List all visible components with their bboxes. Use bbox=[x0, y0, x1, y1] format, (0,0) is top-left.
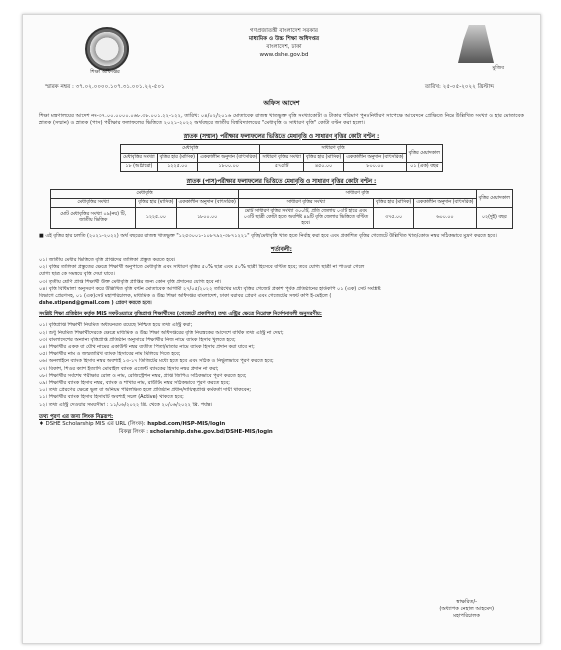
document-title: অফিস আদেশ bbox=[263, 99, 300, 107]
table1-duration-header: বৃত্তির মেয়াদকাল bbox=[406, 145, 442, 163]
reference-line bbox=[29, 83, 534, 95]
table2-r1: মোট মেধাবৃত্তির সংখ্যা ০৯(নয়) টি, জাতীয় ভিত্তিক bbox=[51, 208, 136, 229]
list-item: ০৭। বিকাশ, শিওর ক্যাশ ইত্যাদি মোবাইল ব্যাংক এজেন্ট ব্যাংকের হিসাব নম্বর প্রদান না করা; bbox=[39, 365, 219, 372]
list-item: ০১। জাতীয় মেধার ভিত্তিতে বৃত্তি প্রাপ্তদের তালিকা প্রস্তুত করতে হবে। bbox=[39, 257, 176, 263]
table1-r4: ৫৭৫টি bbox=[260, 163, 304, 172]
list-item: ০৮। শিক্ষার্থীর সর্বশেষ পরীক্ষার রোল ও নাম, রেজিস্ট্রেশন নম্বর, প্রাপ্ত জিপিএ সঠিকভাবে পূরণ করতে হবে; bbox=[39, 372, 247, 379]
table1-h2: বৃত্তির হার (মাসিক) bbox=[157, 154, 197, 163]
letterhead bbox=[29, 21, 534, 83]
conditions-title: শর্তাবলী: bbox=[271, 247, 292, 253]
government-seal-icon bbox=[85, 27, 129, 71]
table1-r3: ১৮০০.০০ bbox=[198, 163, 260, 172]
list-item: যোগ্য ছাত্র কে সমন্বয়ে বৃত্তি দেয়া যাবে। bbox=[39, 271, 115, 278]
budget-note: ■ এই বৃত্তির হার চলতি (২০২১-২০২২) অর্থ বছরের রাজস্ব খাতভুক্ত "১২৫৩০০১-১০৮৭৯২-৩৮৭১২২১" বৃত্তি/মেধাবৃত্তি খাত হতে নির্বাহ করা হবে এবং প্রকাশিত বৃত্তির গেজেটে উল্লিখিত খাত/কোড নম্বর সঠিকভাবে মুদ্রণ করতে হবে। bbox=[39, 233, 497, 239]
table1-group-merit: মেধাবৃত্তি bbox=[121, 145, 260, 154]
table2-group-general: সাধারণ বৃত্তি bbox=[238, 190, 476, 199]
table1-r1: ১৮ (আঠারো) bbox=[121, 163, 158, 172]
table1-group-general: সাধারণ বৃত্তি bbox=[260, 145, 406, 154]
gov-name: গণপ্রজাতন্ত্রী বাংলাদেশ সরকার bbox=[250, 28, 318, 34]
table2-r5: ৩৭৫.০০ bbox=[373, 208, 413, 229]
intro-paragraph: শিক্ষা মন্ত্রণালয়ের আদেশ নং-৩৭.০০.০০০০.০৬৮.৩৮.০০১.২২-১২২, তারিখ: ০৪/০২/২০১৬ মোতাবেক রাজস্ব খাতভুক্ত বৃত্তি সংখ্যাকোটা ও টাকার পরিমাণ পুনঃনির্ধারণ সাপেক্ষে আবেদনে প্রেক্ষিতে নিম্নে উল্লিখিত সংখ্যা ও হার মোতাবেক স্নাতক (সম্মান) ও স্নাতক (পাস) পরীক্ষার ফলাফলের ভিত্তিতে ২০২১-২০২২ অর্থবছরে জাতীয় বিশ্ববিদ্যালয়ের "মেধাবৃত্তি ও সাধারণ বৃত্তি" কোটা বণ্টন করা হলো। bbox=[39, 113, 524, 126]
links-title: তথ্য পূরণ এর জন্য লিংক নিম্নরূপ: bbox=[39, 413, 114, 420]
portrait-icon bbox=[458, 25, 494, 63]
letterhead-text bbox=[179, 27, 389, 59]
table2-h3: এককালীন অনুদান (বাৎসরিক) bbox=[176, 199, 238, 208]
table1-h4: সাধারণ বৃত্তির সংখ্যা bbox=[260, 154, 304, 163]
list-item: ০২। শুধু নিয়মিত শিক্ষার্থীদেরকে ক্ষেত্রে মাধ্যমিক ও উচ্চ শিক্ষা অধিদপ্তরের বৃত্তি নিয়ন্ত্রকের আদেশে বার্ষিক তথ্য এন্ট্রি না দেয়া; bbox=[39, 329, 284, 336]
table2-r6: ৬০০.০০ bbox=[414, 208, 476, 229]
table1-caption: স্নাতক (সম্মান) পরীক্ষার ফলাফলের ভিত্তিতে মেধাবৃত্তি ও সাধারণ বৃত্তির কোটা বণ্টন : bbox=[183, 134, 380, 140]
seal-caption: শিক্ষা অধিদপ্তর bbox=[90, 69, 120, 75]
conditions-list bbox=[39, 257, 524, 307]
table2-r3: ১৮০০.০০ bbox=[176, 208, 238, 229]
mis-instructions-list bbox=[39, 322, 524, 408]
list-item: ০৫। শিক্ষার্থীর নাম ও জন্মতারিখ ব্যাংক হিসাবের নাম মিলিয়ে দিতে হবে; bbox=[39, 351, 181, 358]
table2-h6: এককালীন অনুদান (বাৎসরিক) bbox=[414, 199, 476, 208]
honours-quota-table bbox=[120, 144, 443, 172]
memo-number: স্মারক নম্বর : ৩৭.০২.০০০০.১০৭.৩১.০০১.২২-৫০১ bbox=[45, 84, 165, 90]
list-item: ০৪। বৃত্তি বিধিমালা অনুসরণ করে উল্লিখিত বৃত্তি বণ্টন মোতাবেক আগামী ২৭/০৫/২০২২ তারিখের মধ্যে বৃত্তির গেজেট প্রকাশ পূর্বক প্রতিষ্ঠানের হার্ডকপি ০১ (এক) সেট সংশ্লিষ্ট bbox=[39, 285, 381, 292]
links-section bbox=[39, 414, 524, 437]
table1-h6: এককালীন অনুদান (বাৎসরিক) bbox=[344, 154, 406, 163]
signature-block bbox=[439, 599, 494, 620]
document-sheet bbox=[29, 21, 534, 637]
table1-r2: ১২২৫.০০ bbox=[157, 163, 197, 172]
list-item: বিভাগে প্রেরণসহ, ০১ (এক)সেট মহাপরিচালক, মাধ্যমিক ও উচ্চ শিক্ষা অধিদপ্তর বাংলাদেশ, ঢাকা বরাবর প্রেরণ এবং গেজেটের সফট কপি ই-মেইলে ( bbox=[39, 293, 332, 300]
table2-h1: মেধাবৃত্তির সংখ্যা bbox=[51, 199, 136, 208]
table2-h4: সাধারণ বৃত্তির সংখ্যা bbox=[238, 199, 373, 208]
table2-r4: মোট সাধারণ বৃত্তির সংখ্যা ৩০০টি, প্রতি জেলায় ০৩টি হারে এবং ০৩টি ছাত্রী কোটা হতে অবশিষ্ট ৪৯টি বৃত্তি জেলার ভিত্তিতে বণ্টিত হবে। bbox=[238, 208, 373, 229]
table1-h5: বৃত্তির হার (মাসিক) bbox=[303, 154, 343, 163]
website: www.dshe.gov.bd bbox=[259, 52, 309, 58]
table2-duration-header: বৃত্তির মেয়াদকাল bbox=[476, 190, 512, 208]
list-item: ১১। শিক্ষার্থীর ব্যাংক হিসাব হিসাবটি অবশ্যই সচল (Active) থাকতে হবে; bbox=[39, 394, 184, 401]
table2-group-merit: মেধাবৃত্তি bbox=[51, 190, 239, 199]
table1-h1: মেধাবৃত্তির সংখ্যা bbox=[121, 154, 158, 163]
table-row bbox=[121, 163, 443, 172]
table-row bbox=[51, 208, 513, 229]
memo-date: তারিখ: ২৫-০৫-২০২২ খ্রিস্টাব্দ bbox=[424, 84, 494, 90]
list-item: dshe.stipend@gmail.com ) প্রেরণ করতে হবে। bbox=[39, 300, 152, 307]
signatory-title: মহাপরিচালক bbox=[453, 613, 481, 619]
list-item: ০৯। শিক্ষার্থীর ব্যাংক হিসাব নম্বর, ব্যাংক ও শাখার নাম, রাউটিং নম্বর সঠিকভাবে পূরণ করতে হবে; bbox=[39, 380, 230, 387]
dept-name: মাধ্যমিক ও উচ্চ শিক্ষা অধিদপ্তর bbox=[248, 36, 320, 42]
list-item: ১০। তথ্য প্রেরণের ক্ষেত্রে ভুল বা অনিয়ম পরিলক্ষিত হলে প্রতিষ্ঠান প্রধান/দায়িত্বপ্রাপ্ত কর্মকর্তা দায়ী থাকবেন; bbox=[39, 387, 252, 394]
link2-label: বিকল্প লিংক : bbox=[119, 428, 149, 435]
table2-h2: বৃত্তির হার (মাসিক) bbox=[136, 199, 176, 208]
table2-r2: ১২২৫.০০ bbox=[136, 208, 176, 229]
list-item: ০৩। বাংলাদেশের অন্যান্য বৃত্তিপ্রাপ্ত প্রতিষ্ঠান অনুসারে শিক্ষার্থীর নিজ নামে ব্যাংক হিসাব খুলতে হবে; bbox=[39, 336, 236, 343]
table1-r6: ৮০০.০০ bbox=[344, 163, 406, 172]
portrait-caption: মুজিব bbox=[492, 65, 504, 71]
mis-link[interactable]: hspbd.com/HSP-MIS/login bbox=[147, 421, 226, 428]
pass-quota-table bbox=[50, 189, 513, 229]
list-item: ০৪। শিক্ষার্থীর একক বা যৌথ নামের একাউন্ট নম্বর ব্যতীত পিতা/মাতার নামে ব্যাংক হিসাব প্রদান করা যাবে না; bbox=[39, 344, 255, 351]
alternate-mis-link[interactable]: scholarship.dshe.gov.bd/DSHE-MIS/login bbox=[149, 428, 273, 435]
list-item: ০৬। অনলাইনে ব্যাংক হিসাব নম্বর অবশ্যই ১৩-১৭ ডিজিটের মধ্যে হতে হবে এবং সঠিক ও নির্ভুলভাবে পূরণ করতে হবে; bbox=[39, 358, 274, 365]
table2-r7: ০২(দুই) বছর bbox=[476, 208, 512, 229]
list-item: ০৩। তৃতীয় শ্রেণি প্রাপ্ত শিক্ষার্থী উক্ত মেধাবৃত্তি প্রাপ্তির জন্য কোন বৃত্তি প্রদানের যোগ্য হবে না। bbox=[39, 278, 222, 285]
signatory-name: (অধ্যাপক নেহাল আহমেদ) bbox=[439, 606, 494, 612]
signature-mark: স্বাক্ষরিত/- bbox=[456, 599, 478, 605]
table2-h5: বৃত্তির হার (মাসিক) bbox=[373, 199, 413, 208]
mis-title: সংশ্লিষ্ট শিক্ষা প্রতিষ্ঠান কর্তৃক MIS সফটওয়্যারে বৃত্তিপ্রাপ্ত শিক্ষার্থীদের (গেজেটে প্রকাশিত) তথ্য এন্ট্রির ক্ষেত্রে নিম্নোক্ত নির্দেশনাবলী অনুসরণীয়: bbox=[39, 311, 322, 318]
location: বাংলাদেশ, ঢাকা bbox=[266, 44, 302, 50]
table1-r7: ০১ (এক) বছর bbox=[406, 163, 442, 172]
document-page bbox=[22, 14, 541, 644]
list-item: ০২। বৃত্তির তালিকা প্রস্তুতের ক্ষেত্রে শিক্ষার্থী অনুপাতে মেধাবৃত্তি এবং সাধারণ বৃত্তির ৫০% ছাত্র এবং ৫০% ছাত্রী হিসেবে বণ্টিত হবে; তবে যোগ্য ছাত্রী না পাওয়া গেলে bbox=[39, 264, 365, 271]
table1-h3: এককালীন অনুদান (বাৎসরিক) bbox=[198, 154, 260, 163]
list-item: ০১। বৃত্তিপ্রাপ্ত শিক্ষার্থী নিয়মিত অধ্যয়নরত রয়েছে নিশ্চিত হয়ে তথ্য এন্ট্রি করা; bbox=[39, 322, 193, 329]
link1-label: ♦ DSHE Scholarship MIS এর URL (লিংক): bbox=[39, 421, 146, 428]
table2-caption: স্নাতক (পাস)পরীক্ষার ফলাফলের ভিত্তিতে মেধাবৃত্তি ও সাধারণ বৃত্তির কোটা বণ্টন : bbox=[186, 179, 377, 185]
list-item: ১২। তথ্য এন্ট্রি দেওয়ার সময়সীমা : ১১/০৬/২০২২ খ্রি. থেকে ২০/০৬/২০২২ খ্রি. পর্যন্ত। bbox=[39, 401, 213, 408]
table1-r5: ৪৫০.০০ bbox=[303, 163, 343, 172]
